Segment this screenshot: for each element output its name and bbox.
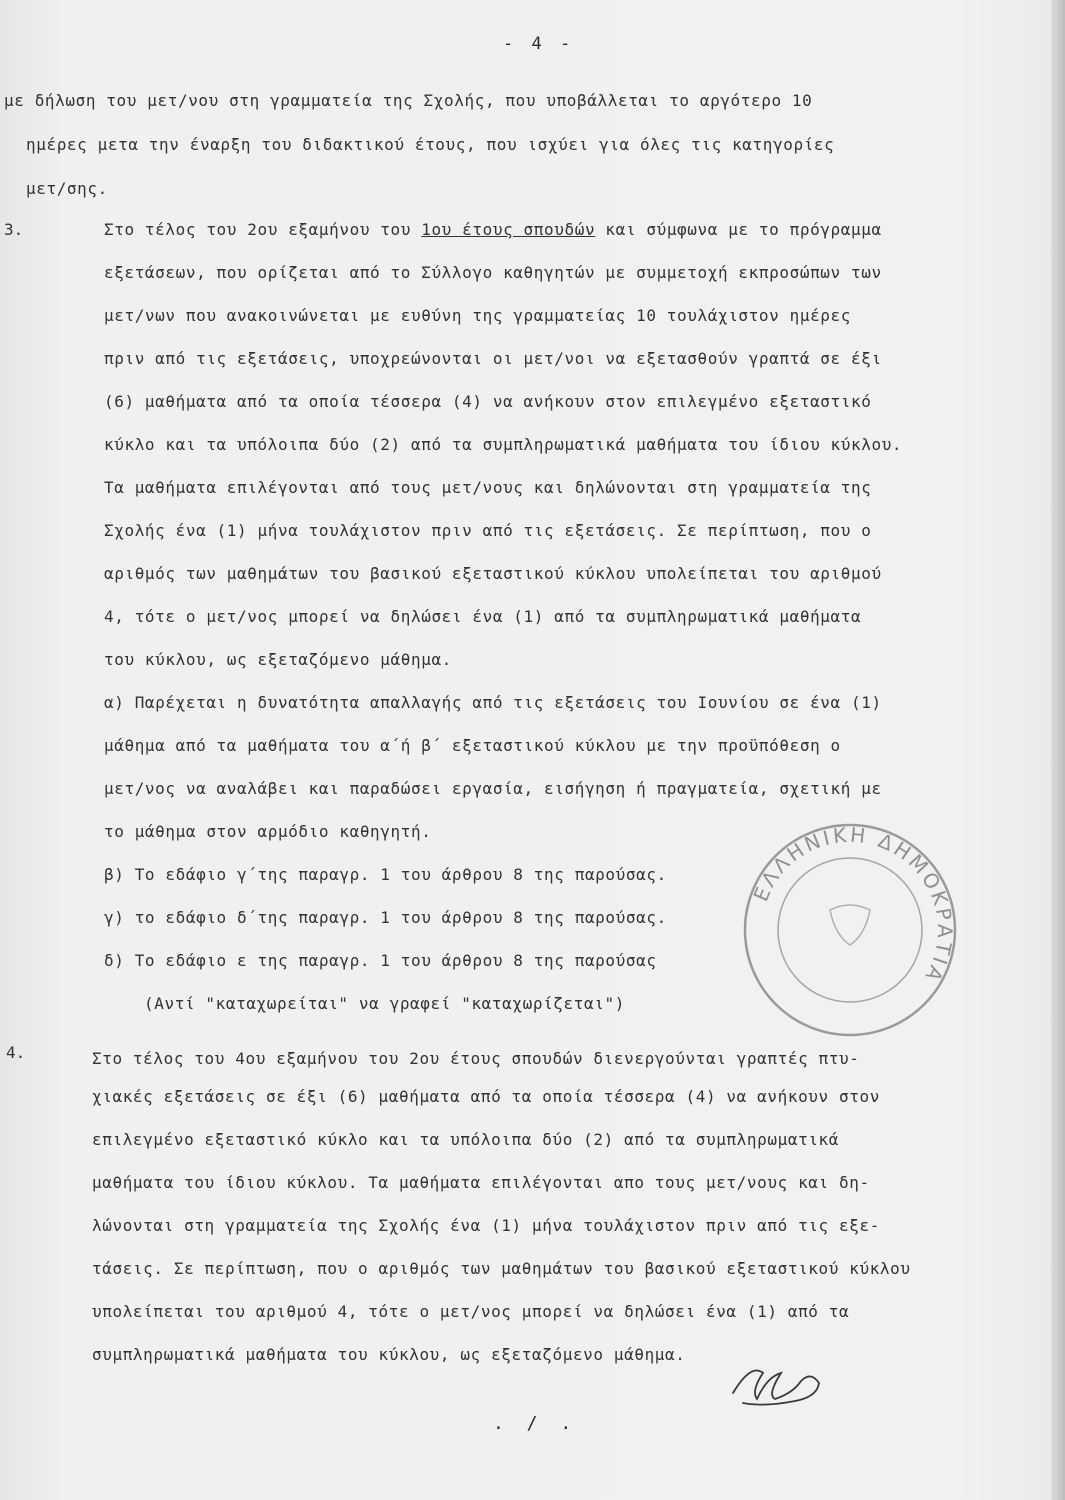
official-stamp <box>735 815 965 1045</box>
section4-line: επιλεγμένο εξεταστικό κύκλο και τα υπόλοιπα δύο (2) από τα συμπληρωματικά <box>92 1130 839 1149</box>
underlined-text: 1ου έτους σπουδών <box>421 220 596 239</box>
section4-line: συμπληρωματικά μαθήματα του κύκλου, ως εξεταζόμενο μάθημα. <box>92 1345 686 1364</box>
section3-note: (Αντί "καταχωρείται" να γραφεί "καταχωρίζεται") <box>144 994 625 1013</box>
section3-line: μετ/νος να αναλάβει και παραδώσει εργασία, εισήγηση ή πραγματεία, σχετική με <box>104 779 882 798</box>
section4-line: μαθήματα του ίδιου κύκλου. Τα μαθήματα επιλέγονται απο τους μετ/νους και δη- <box>92 1173 870 1192</box>
section3-line: αριθμός των μαθημάτων του βασικού εξεταστικού κύκλου υπολείπεται του αριθμού <box>104 564 882 583</box>
section-number: 3. <box>4 220 24 239</box>
section3-text: Στο τέλος του 2ου εξαμήνου του <box>104 220 422 239</box>
section4-line: χιακές εξετάσεις σε έξι (6) μαθήματα από τα οποία τέσσερα (4) να ανήκουν στον <box>92 1087 880 1106</box>
intro-line: ημέρες μετα την έναρξη του διδακτικού έτους, που ισχύει για όλες τις κατηγορίες <box>26 135 835 154</box>
section3-text: και σύμφωνα με το πρόγραμμα <box>595 220 882 239</box>
section3-line: εξετάσεων, που ορίζεται από το Σύλλογο καθηγητών με συμμετοχή εκπροσώπων των <box>104 263 882 282</box>
section3-first-line <box>104 220 882 239</box>
section3-line: πριν από τις εξετάσεις, υποχρεώνονται οι μετ/νοι να εξετασθούν γραπτά σε έξι <box>104 349 882 368</box>
section3-line: Σχολής ένα (1) μήνα τουλάχιστον πριν από τις εξετάσεις. Σε περίπτωση, που ο <box>104 521 872 540</box>
stamp-text: ΕΛΛΗΝΙΚΗ ΔΗΜΟΚΡΑΤΙΑ <box>748 822 958 988</box>
continuation-mark: . / . <box>493 1413 578 1434</box>
section3-line: του κύκλου, ως εξεταζόμενο μάθημα. <box>104 650 452 669</box>
section4-line: Στο τέλος του 4ου εξαμήνου του 2ου έτους σπουδών διενεργούνται γραπτές πτυ- <box>92 1049 860 1068</box>
intro-line: με δήλωση του μετ/νου στη γραμματεία της Σχολής, που υποβάλλεται το αργότερο 10 <box>4 91 813 110</box>
section3-line: β) Το εδάφιο γ΄της παραγρ. 1 του άρθρου 8 της παρούσας. <box>104 865 667 884</box>
section3-line: α) Παρέχεται η δυνατότητα απαλλαγής από τις εξετάσεις του Ιουνίου σε ένα (1) <box>104 693 882 712</box>
section3-line: δ) Το εδάφιο ε της παραγρ. 1 του άρθρου 8 της παρούσας <box>104 951 657 970</box>
section3-line: κύκλο και τα υπόλοιπα δύο (2) από τα συμπληρωματικά μαθήματα του ίδιου κύκλου. <box>104 435 903 454</box>
section3-line: το μάθημα στον αρμόδιο καθηγητή. <box>104 822 432 841</box>
page-number: - 4 - <box>503 34 575 54</box>
section3-line: (6) μαθήματα από τα οποία τέσσερα (4) να ανήκουν στον επιλεγμένο εξεταστικό <box>104 392 872 411</box>
section-number: 4. <box>6 1043 26 1062</box>
section3-line: 4, τότε ο μετ/νος μπορεί να δηλώσει ένα (1) από τα συμπληρωματικά μαθήματα <box>104 607 862 626</box>
section3-line: Τα μαθήματα επιλέγονται από τους μετ/νους και δηλώνονται στη γραμματεία της <box>104 478 872 497</box>
section3-line: μετ/νων που ανακοινώνεται με ευθύνη της γραμματείας 10 τουλάχιστον ημέρες <box>104 306 851 325</box>
section4-line: τάσεις. Σε περίπτωση, που ο αριθμός των μαθημάτων του βασικού εξεταστικού κύκλου <box>92 1259 911 1278</box>
section4-line: υπολείπεται του αριθμού 4, τότε ο μετ/νος μπορεί να δηλώσει ένα (1) από τα <box>92 1302 850 1321</box>
signature <box>725 1355 835 1415</box>
section3-line: μάθημα από τα μαθήματα του α΄ή β΄ εξεταστικού κύκλου με την προϋπόθεση ο <box>104 736 841 755</box>
section3-line: γ) το εδάφιο δ΄της παραγρ. 1 του άρθρου 8 της παρούσας. <box>104 908 667 927</box>
intro-line: μετ/σης. <box>26 179 108 198</box>
section4-line: λώνονται στη γραμματεία της Σχολής ένα (1) μήνα τουλάχιστον πριν από τις εξε- <box>92 1216 880 1235</box>
page-edge <box>1051 0 1065 1500</box>
